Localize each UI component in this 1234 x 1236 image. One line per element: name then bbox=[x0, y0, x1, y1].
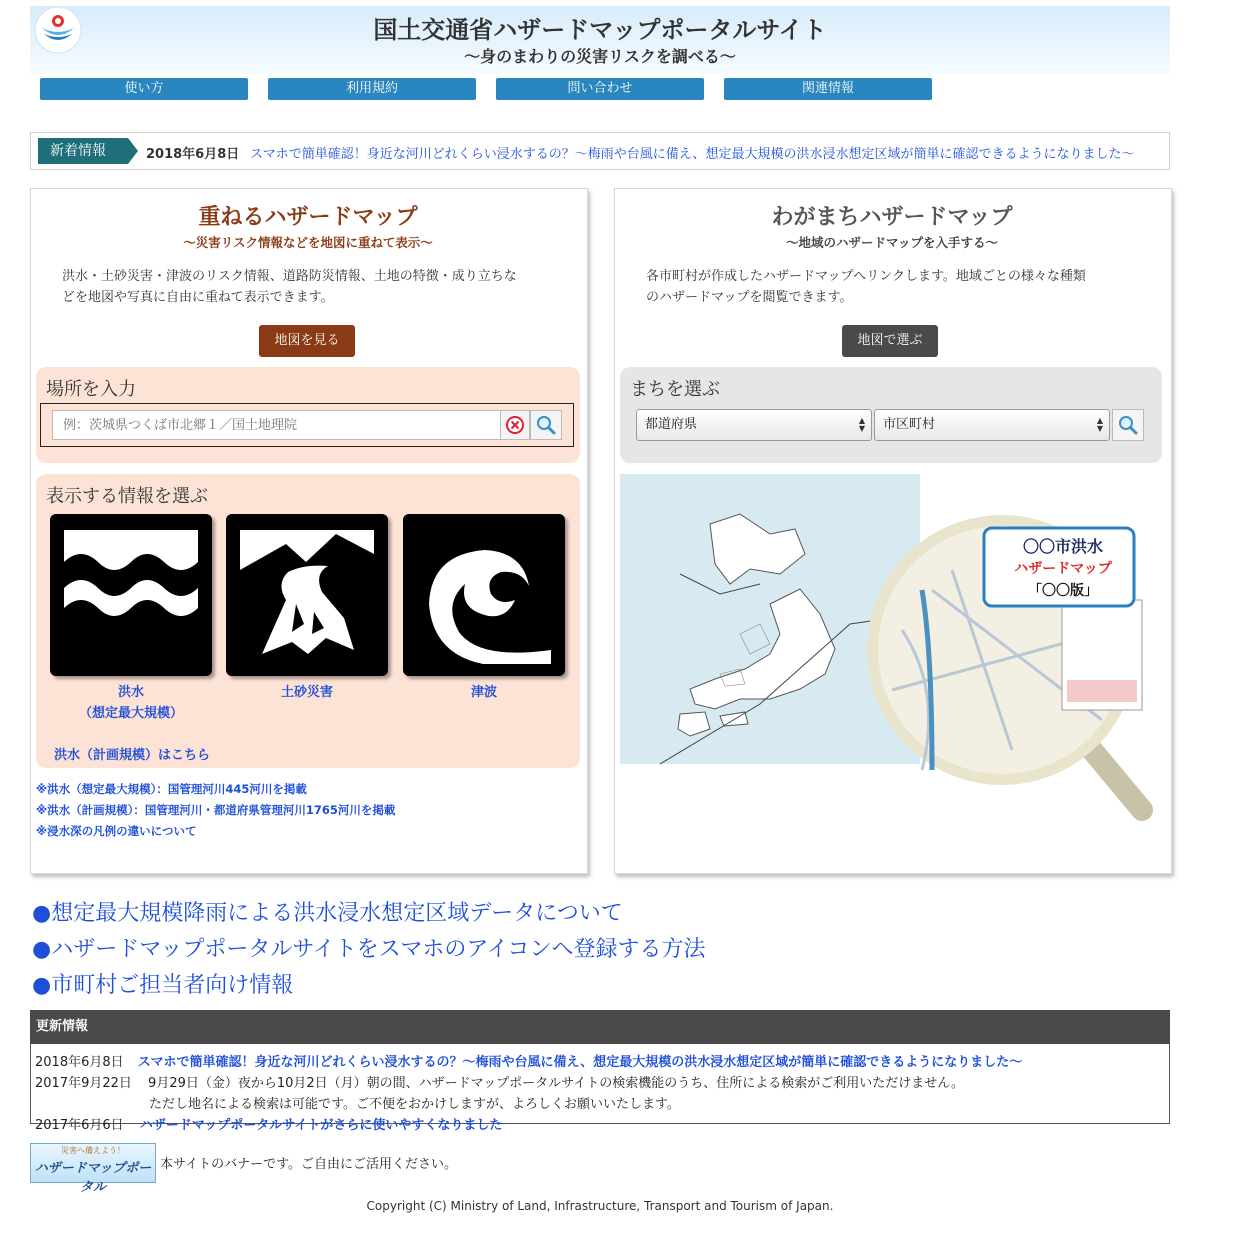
update-text: ただし地名による検索は可能です。ご不便をおかけしますが、よろしくお願いいたします。 bbox=[149, 1097, 680, 1112]
clear-icon bbox=[501, 411, 529, 439]
nav-terms[interactable]: 利用規約 bbox=[268, 78, 476, 100]
prefecture-select-value: 都道府県 bbox=[645, 417, 698, 432]
update-row-continued bbox=[149, 1093, 680, 1112]
news-tag: 新着情報 bbox=[38, 138, 128, 164]
nav-contact[interactable]: 問い合わせ bbox=[496, 78, 704, 100]
location-search-input[interactable] bbox=[52, 410, 500, 440]
left-desc-line1: 洪水・土砂災害・津波のリスク情報、道路防災情報、土地の特徴・成り立ちな bbox=[62, 269, 517, 284]
site-subtitle: 〜身のまわりの災害リスクを調べる〜 bbox=[464, 47, 736, 66]
banner-big-text: ハザードマップポータル bbox=[34, 1161, 152, 1195]
select-arrows-icon: ▲ ▼ bbox=[1096, 416, 1103, 433]
nav-how-to-use[interactable]: 使い方 bbox=[40, 78, 248, 100]
prefecture-select[interactable] bbox=[636, 409, 872, 441]
update-date: 2017年9月22日 bbox=[35, 1076, 132, 1091]
location-title: 場所を入力 bbox=[46, 379, 136, 400]
right-desc-line2: のハザードマップを閲覧できます。 bbox=[646, 290, 853, 305]
update-link[interactable]: ハザードマップポータルサイトがさらに使いやすくなりました bbox=[139, 1118, 503, 1133]
right-panel-description bbox=[646, 266, 1086, 308]
flood-label-sub[interactable]: （想定最大規模） bbox=[78, 706, 183, 721]
town-search-button[interactable] bbox=[1112, 409, 1144, 441]
search-icon bbox=[531, 411, 561, 439]
landslide-icon bbox=[226, 514, 388, 676]
link-smartphone-icon[interactable]: ●ハザードマップポータルサイトをスマホのアイコンへ登録する方法 bbox=[32, 937, 706, 962]
left-panel-title: 重ねるハザードマップ bbox=[198, 205, 418, 230]
flood-plan-link[interactable]: 洪水（計画規模）はこちら bbox=[54, 748, 211, 763]
flood-tile[interactable] bbox=[50, 514, 212, 676]
site-banner[interactable] bbox=[30, 1143, 156, 1195]
tsunami-icon bbox=[403, 514, 565, 676]
landslide-label[interactable]: 土砂災害 bbox=[280, 685, 333, 700]
magnifier-line3: 「〇〇版」 bbox=[1028, 583, 1098, 599]
updates-header: 更新情報 bbox=[30, 1010, 1170, 1044]
news-link[interactable]: スマホで簡単確認！身近な河川どれくらい浸水するの？〜梅雨や台風に備え、想定最大規模の洪水浸水想定区域が簡単に確認できるようになりました〜 bbox=[250, 147, 1135, 162]
note-link-plan-scale[interactable]: ※洪水（計画規模）：国管理河川・都道府県管理河川1765河川を掲載 bbox=[36, 803, 396, 817]
banner-small-text: 災害へ備えよう！ bbox=[61, 1146, 125, 1155]
update-row bbox=[35, 1072, 964, 1091]
select-arrows-icon: ▲ ▼ bbox=[858, 416, 865, 433]
right-panel-title: わがまちハザードマップ bbox=[771, 205, 1013, 230]
link-municipality-info[interactable]: ●市町村ご担当者向け情報 bbox=[32, 973, 294, 998]
info-select-title: 表示する情報を選ぶ bbox=[46, 486, 208, 507]
left-panel-subtitle: 〜災害リスク情報などを地図に重ねて表示〜 bbox=[183, 235, 433, 250]
flood-icon bbox=[50, 514, 212, 676]
news-tag-arrow bbox=[128, 138, 138, 164]
magnifier-illustration bbox=[862, 510, 1152, 820]
choose-on-map-button[interactable]: 地図で選ぶ bbox=[842, 325, 938, 357]
landslide-tile[interactable] bbox=[226, 514, 388, 676]
note-link-max-scale[interactable]: ※洪水（想定最大規模）：国管理河川445河川を掲載 bbox=[36, 782, 307, 796]
city-select[interactable] bbox=[874, 409, 1110, 441]
clear-button[interactable] bbox=[500, 410, 530, 440]
site-title: 国土交通省ハザードマップポータルサイト bbox=[373, 16, 827, 44]
town-select-title: まちを選ぶ bbox=[630, 379, 720, 400]
flood-label[interactable] bbox=[50, 682, 212, 724]
right-desc-line1: 各市町村が作成したハザードマップへリンクします。地域ごとの様々な種類 bbox=[646, 269, 1086, 284]
tsunami-label[interactable]: 津波 bbox=[470, 685, 497, 700]
update-date: 2017年6月6日 bbox=[35, 1118, 124, 1133]
magnifier-line1: 〇〇市洪水 bbox=[1022, 537, 1103, 556]
search-icon bbox=[1113, 410, 1143, 440]
left-panel-description bbox=[62, 266, 517, 308]
left-desc-line2: どを地図や写真に自由に重ねて表示できます。 bbox=[62, 290, 334, 305]
update-date: 2018年6月8日 bbox=[35, 1055, 124, 1070]
city-select-value: 市区町村 bbox=[883, 417, 936, 432]
update-row bbox=[35, 1114, 502, 1133]
flood-label-main[interactable]: 洪水 bbox=[117, 685, 144, 700]
copyright: Copyright (C) Ministry of Land, Infrastructure, Transport and Tourism of Japan. bbox=[366, 1199, 834, 1213]
update-link[interactable]: スマホで簡単確認！身近な河川どれくらい浸水するの？〜梅雨や台風に備え、想定最大規模の洪水浸水想定区域が簡単に確認できるようになりました〜 bbox=[137, 1055, 1023, 1070]
link-flood-data[interactable]: ●想定最大規模降雨による洪水浸水想定区域データについて bbox=[32, 901, 623, 926]
news-date: 2018年6月8日 bbox=[146, 147, 240, 162]
right-panel-subtitle: 〜地域のハザードマップを入手する〜 bbox=[785, 235, 998, 250]
note-link-legend-diff[interactable]: ※浸水深の凡例の違いについて bbox=[36, 824, 197, 838]
update-row bbox=[35, 1051, 1022, 1070]
update-text: 9月29日（金）夜から10月2日（月）朝の間、ハザードマップポータルサイトの検索機能のうち、住所による検索がご利用いただけません。 bbox=[148, 1076, 965, 1091]
location-search-button[interactable] bbox=[530, 410, 562, 440]
nav-related[interactable]: 関連情報 bbox=[724, 78, 932, 100]
magnifier-line2: ハザードマップ bbox=[1014, 561, 1112, 577]
banner-description: 本サイトのバナーです。ご自由にご活用ください。 bbox=[160, 1157, 458, 1172]
tsunami-tile[interactable] bbox=[403, 514, 565, 676]
view-map-button[interactable]: 地図を見る bbox=[259, 325, 355, 357]
updates-list[interactable] bbox=[30, 1044, 1170, 1133]
